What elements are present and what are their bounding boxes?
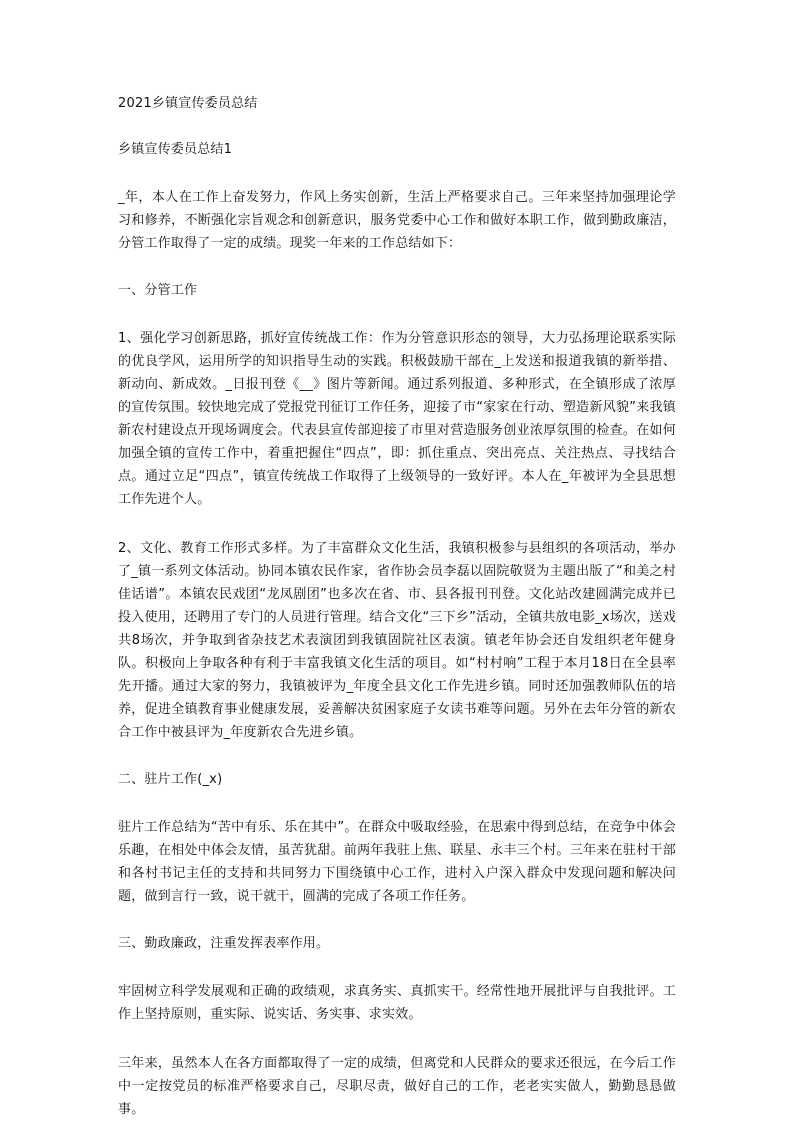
intro-paragraph: _年，本人在工作上奋发努力，作风上务实创新，生活上严格要求自己。三年来坚持加强理论学习和修养，不断强化宗旨观念和创新意识，服务党委中心工作和做好本职工作，做到勤政廉洁，分管工作取得了一定的成绩。现奖一年来的工作总结如下： (118, 190, 676, 251)
section-3-heading: 三、勤政廉政，注重发挥表率作用。 (118, 936, 330, 951)
section-2-paragraph: 驻片工作总结为“苦中有乐、乐在其中”。在群众中吸取经验，在思索中得到总结，在竞争中体会乐趣，在相处中体会友情，虽苦犹甜。前两年我驻上焦、联星、永丰三个村。三年来在驻村干部和各村书记主任的支持和共同努力下围绕镇中心工作，进村入户深入群众中发现问题和解决问题，做到言行一致，说干就干，圆满的完成了各项工作任务。 (118, 820, 676, 904)
document-subtitle: 乡镇宣传委员总结1 (118, 142, 233, 157)
section-1-paragraph-1: 1、强化学习创新思路，抓好宣传统战工作：作为分管意识形态的领导，大力弘扬理论联系实际的优良学风，运用所学的知识指导生动的实践。积极鼓励干部在_上发送和报道我镇的新举措、新动向、新成效。_日报刊登《__》图片等新闻。通过系列报道、多种形式，在全镇形成了浓厚的宣传氛围。较快地完成了党报党刊征订工作任务，迎接了市“家家在行动、塑造新风貌”来我镇新农村建设点开现场调度会。代表县宣传部迎接了市里对营造服务创业浓厚氛围的检查。在如何加强全镇的宣传工作中，着重把握住“四点”，即：抓住重点、突出亮点、关注热点、寻找结合点。通过立足“四点”，镇宣传统战工作取得了上级领导的一致好评。本人在_年被评为全县思想工作先进个人。 (118, 331, 676, 507)
section-3-paragraph: 牢固树立科学发展观和正确的政绩观，求真务实、真抓实干。经常性地开展批评与自我批评。工作上坚持原则，重实际、说实话、务实事、求实效。 (118, 984, 676, 1022)
section-1-paragraph-2: 2、文化、教育工作形式多样。为了丰富群众文化生活，我镇积极参与县组织的各项活动，举办了_镇一系列文体活动。协同本镇农民作家，省作协会员李磊以固院敬贤为主题出版了“和美之村佳话谱”。本镇农民戏团“龙凤剧团”也多次在省、市、县各报刊刊登。文化站改建圆满完成并已投入使用，还聘用了专门的人员进行管理。结合文化“三下乡”活动，全镇共放电影_x场次，送戏共8场次，并争取到省杂技艺术表演团到我镇固院社区表演。镇老年协会还自发组织老年健身队。积极向上争取各种有利于丰富我镇文化生活的项目。如“村村响”工程于本月18日在全县率先开播。通过大家的努力，我镇被评为_年度全县文化工作先进乡镇。同时还加强教师队伍的培养，促进全镇教育事业健康发展，妥善解决贫困家庭子女读书难等问题。另外在去年分管的新农合工作中被县评为_年度新农合先进乡镇。 (118, 541, 676, 740)
closing-paragraph: 三年来，虽然本人在各方面都取得了一定的成绩，但离党和人民群众的要求还很远，在今后工作中一定按党员的标准严格要求自己，尽职尽责，做好自己的工作，老老实实做人，勤勤恳恳做事。 (118, 1056, 676, 1117)
section-1-heading: 一、分管工作 (118, 283, 198, 298)
document-title: 2021乡镇宣传委员总结 (118, 96, 258, 111)
document-page (118, 94, 676, 1147)
section-2-heading: 二、驻片工作(_x) (118, 772, 223, 787)
